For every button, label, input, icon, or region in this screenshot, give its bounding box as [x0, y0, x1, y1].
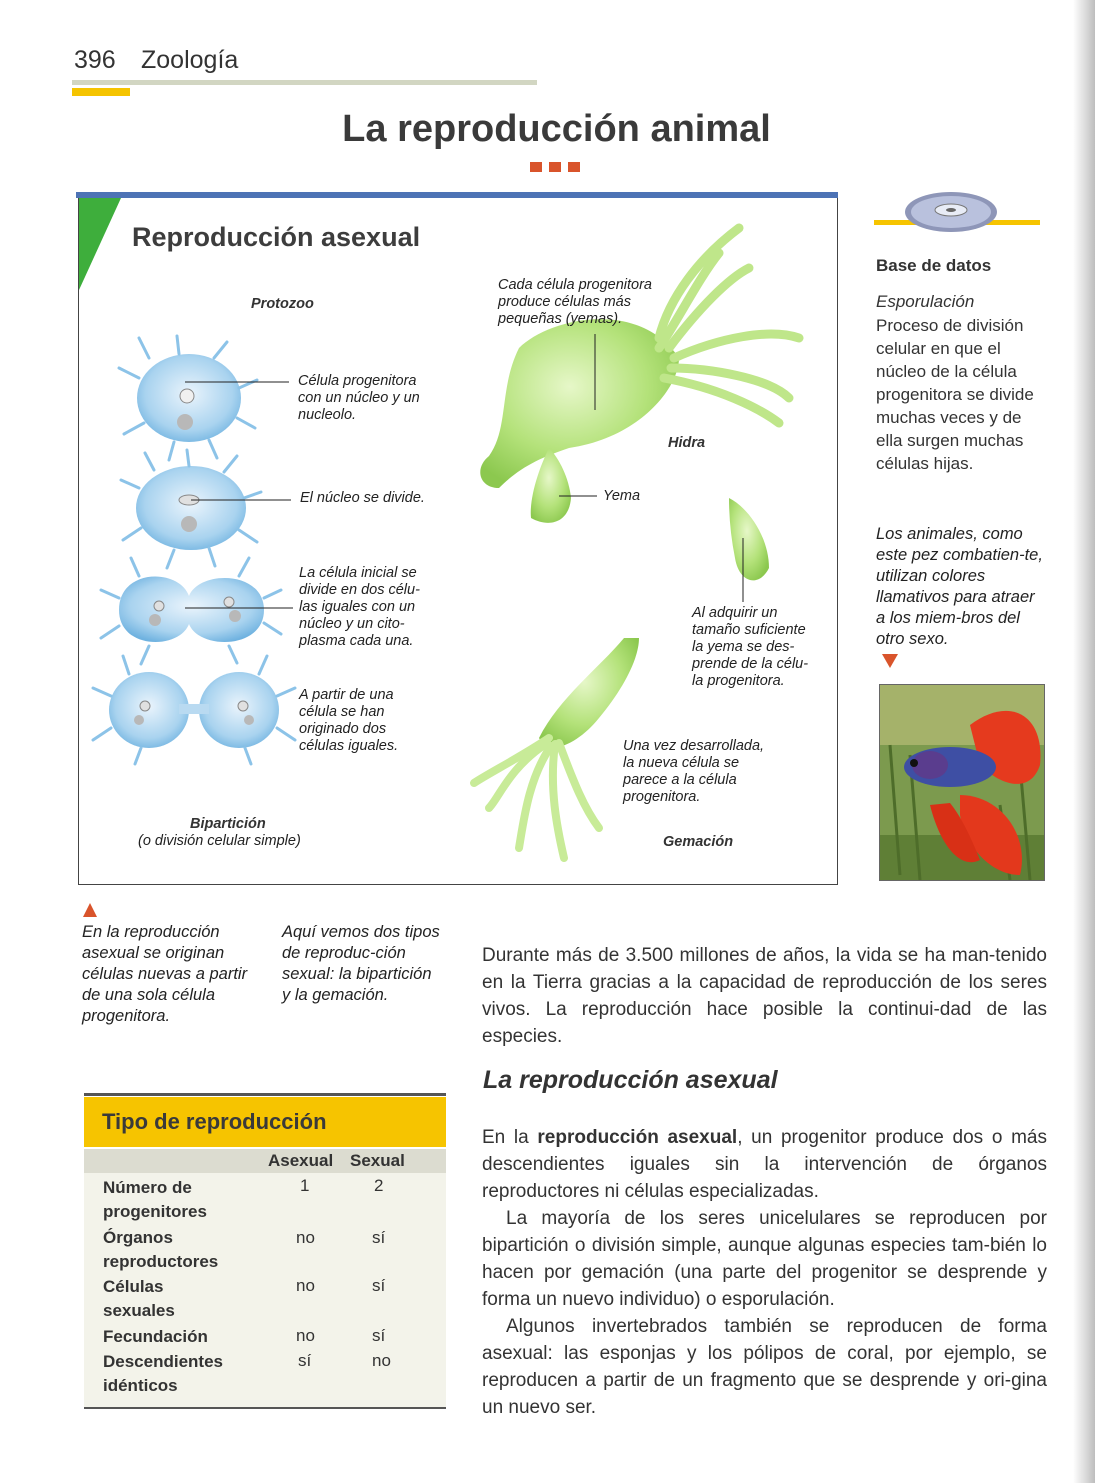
biparticion-subtitle: (o división celular simple) [138, 833, 301, 849]
paragraph-1: En la reproducción asexual, un progenitor produce dos o más descendientes iguales sin la intervención de órganos reproductores ni células especializadas. [482, 1127, 1047, 1202]
table-row-label: Órganos reproductores [103, 1228, 219, 1271]
table-cell: no [372, 1351, 391, 1370]
title-ornament [568, 162, 580, 172]
hidra-top-label: Cada célula progenitora produce células más pequeñas (yemas). [498, 277, 652, 327]
protozoo-cell-4 [93, 656, 295, 764]
protozoo-cell-1 [119, 336, 257, 460]
step-1-label: Célula progenitora con un núcleo y un nucleolo. [298, 373, 420, 423]
betta-fish-image [880, 685, 1044, 880]
table-header [84, 1097, 446, 1147]
table-cell: no [296, 1228, 315, 1247]
hidra-label: Hidra [668, 435, 706, 451]
paragraph-2: La mayoría de los seres unicelulares se reproducen por bipartición o división simple, aunque algunas especies tam-bién lo hacen por gemación (una parte del progenitor se desprende y forma un nuevo individuo) o esporulación. [482, 1208, 1047, 1310]
title-ornament [530, 162, 542, 172]
table-cell: 1 [300, 1176, 310, 1195]
section-heading: La reproducción asexual [483, 1066, 778, 1094]
fish-caption: Los animales, como este pez combatien-te, utilizan colores llamativos para atraer a los miem-bros del otro sexo. [876, 525, 1043, 648]
protozoo-cell-2 [121, 450, 261, 568]
table-top-rule [84, 1093, 446, 1096]
step-3-label: La célula inicial se divide en dos célu- las iguales con un núcleo y un cito- plasma cada una. [299, 565, 420, 649]
cd-icon [872, 188, 1042, 240]
table-row-label: Células sexuales [103, 1277, 175, 1320]
col-asexual: Asexual [268, 1151, 334, 1170]
table-row-label: Fecundación [103, 1327, 208, 1346]
table-cell: no [296, 1326, 315, 1345]
table-cell: sí [372, 1326, 386, 1345]
gemacion-label: Gemación [663, 834, 734, 850]
sidebar-term: Esporulación [876, 292, 975, 311]
sidebar-heading: Base de datos [876, 256, 992, 275]
step-4-label: A partir de una célula se han originado dos células iguales. [299, 687, 399, 754]
figure-title: Reproducción asexual [132, 222, 421, 252]
table-cell: sí [298, 1351, 312, 1370]
title-ornament [549, 162, 561, 172]
page-edge [1073, 0, 1095, 1483]
page-title: La reproducción animal [342, 108, 771, 150]
yema-label: Yema [603, 488, 641, 504]
step-2-label: El núcleo se divide. [300, 490, 425, 506]
caption-middle: Aquí vemos dos tipos de reproduc-ción sexual: la bipartición y la gemación. [282, 923, 440, 1004]
col-sexual: Sexual [350, 1151, 405, 1170]
table-cell: no [296, 1276, 315, 1295]
table-cell: sí [372, 1276, 386, 1295]
table-row-label: Número de progenitores [103, 1178, 207, 1221]
table-bottom-rule [84, 1407, 446, 1409]
header-accent [72, 88, 130, 96]
protozoo-label: Protozoo [251, 296, 314, 312]
protozoo-cell-3 [101, 558, 281, 664]
table-cell: 2 [374, 1176, 384, 1195]
arrow-down-icon [880, 652, 900, 670]
table-row-label: Descendientes idénticos [103, 1352, 223, 1395]
header-rule [72, 80, 537, 85]
section-title: Zoología [141, 46, 239, 74]
nueva-celula-description: Una vez desarrollada, la nueva célula se parece a la célula progenitora. [623, 738, 765, 805]
intro-paragraph: Durante más de 3.500 millones de años, la vida se ha man-tenido en la Tierra gracias a la capacidad de reproducción de los seres vivos. La reproducción hace posible la continui-dad de las especies. [482, 945, 1047, 1047]
page-number: 396 [74, 46, 116, 74]
biparticion-label: Bipartición [190, 816, 266, 832]
paragraph-3: Algunos invertebrados también se reproducen de forma asexual: las esponjas y los pólipos de coral, por ejemplo, se reproducen a partir de un fragmento que se desprende y ori-gina un nuevo ser. [482, 1316, 1047, 1418]
table-title: Tipo de reproducción [102, 1109, 327, 1134]
arrow-up-icon [82, 902, 98, 918]
sidebar-definition: Proceso de división celular en que el núcleo de la célula progenitora se divide muchas veces y de ella surgen muchas células hijas. [876, 316, 1034, 473]
table-cell: sí [372, 1228, 386, 1247]
caption-left: En la reproducción asexual se originan células nuevas a partir de una sola célula progenitora. [82, 923, 248, 1025]
fish-photo [879, 684, 1045, 881]
yema-description: Al adquirir un tamaño suficiente la yema se des- prende de la célu- la progenitora. [692, 605, 809, 689]
